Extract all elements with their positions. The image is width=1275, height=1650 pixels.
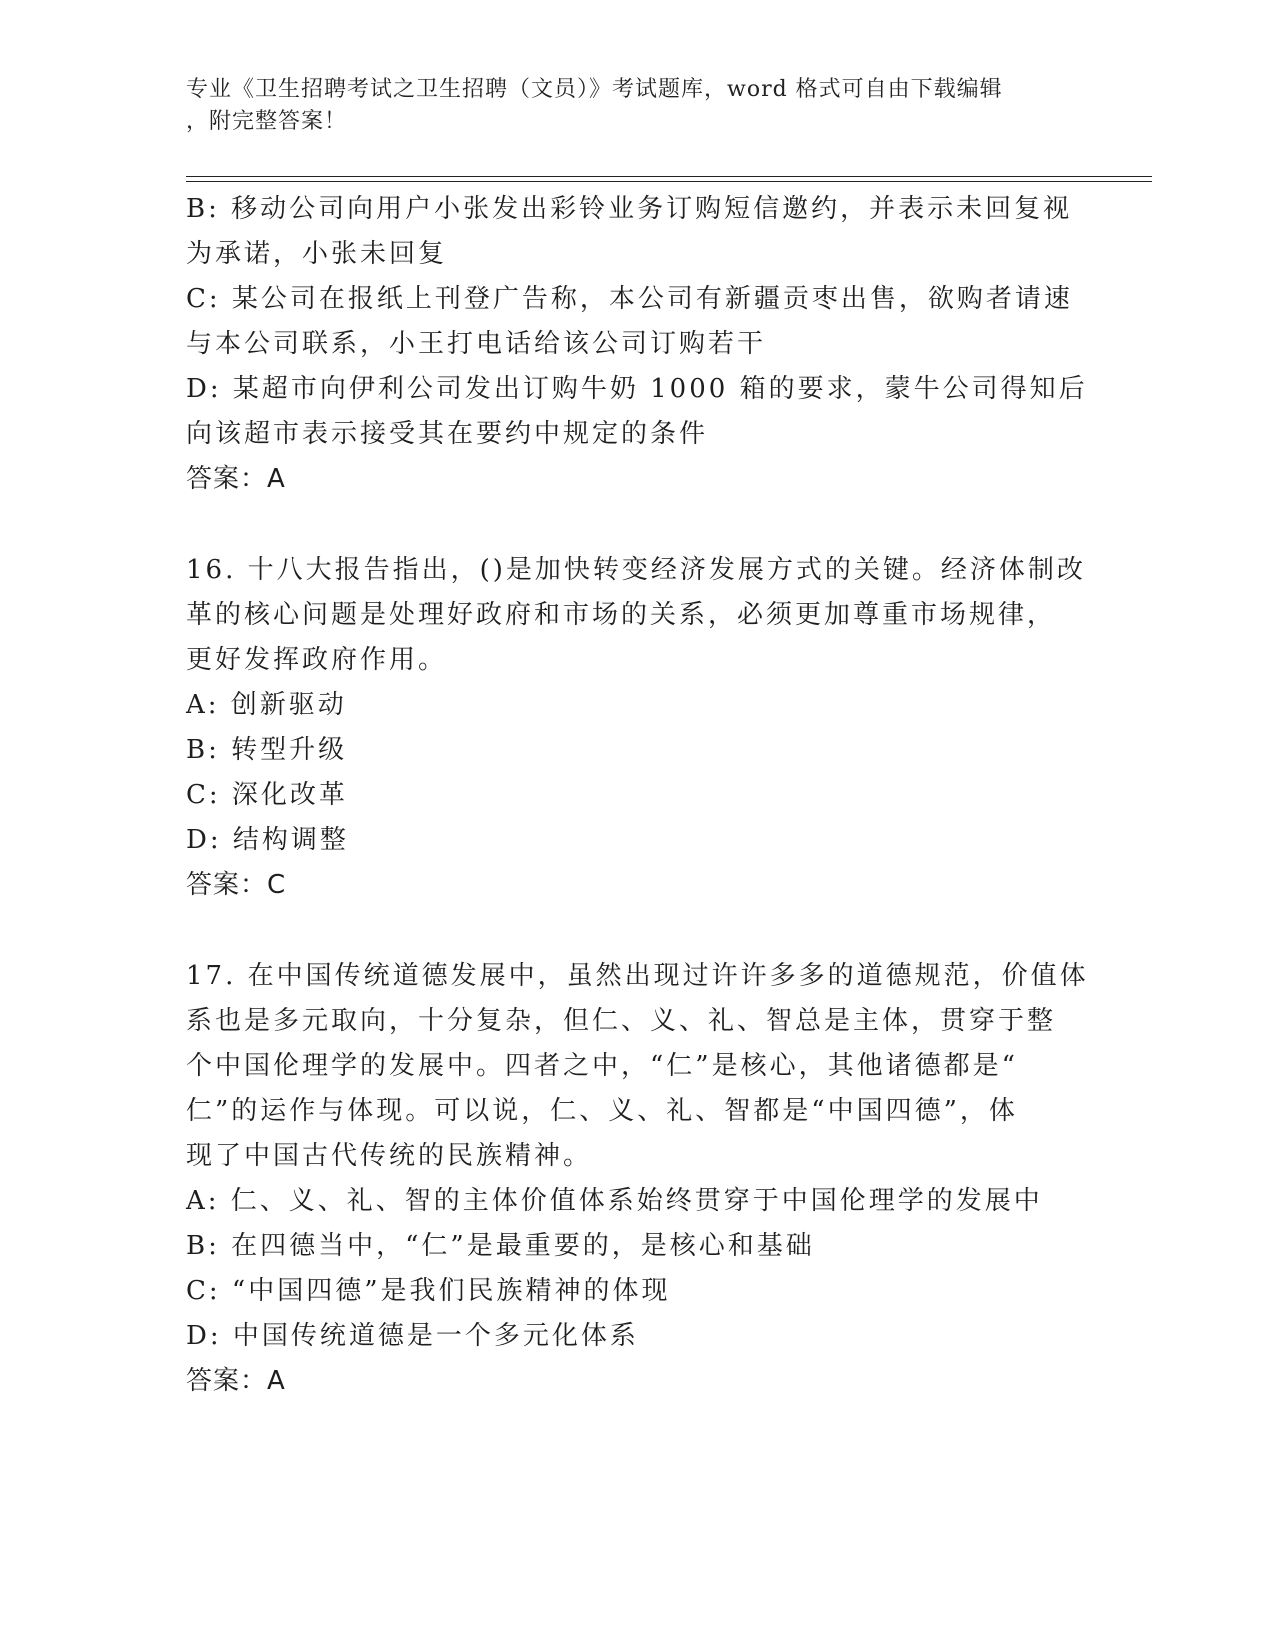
- text-line: 与本公司联系，小王打电话给该公司订购若干: [186, 329, 767, 359]
- spacer: [186, 502, 1086, 548]
- header-line-1: 专业《卫生招聘考试之卫生招聘（文员）》考试题库，word 格式可自由下载编辑: [186, 77, 1003, 102]
- q15-option-b: [186, 187, 1086, 277]
- q16-option-a: A: 创新驱动: [186, 690, 347, 720]
- text-line: 17. 在中国传统道德发展中，虽然出现过许许多多的道德规范，价值体: [186, 961, 1089, 991]
- text-line: 为承诺，小张未回复: [186, 239, 448, 269]
- document-body: [186, 187, 1089, 1404]
- q15-answer: 答案：A: [186, 464, 286, 494]
- q16-stem: [186, 548, 1086, 683]
- q16-answer: 答案：C: [186, 870, 287, 900]
- text-line: C: 某公司在报纸上刊登广告称，本公司有新疆贡枣出售，欲购者请速: [186, 284, 1073, 314]
- header-divider-top: [186, 176, 1152, 177]
- text-line: 仁”的运作与体现。可以说，仁、义、礼、智都是“中国四德”，体: [186, 1096, 1018, 1126]
- q16-option-b: B: 转型升级: [186, 735, 348, 765]
- text-line: 现了中国古代传统的民族精神。: [186, 1141, 593, 1171]
- q17-option-b: B: 在四德当中，“仁”是最重要的，是核心和基础: [186, 1231, 815, 1261]
- q17-answer: 答案：A: [186, 1366, 286, 1396]
- text-line: 16. 十八大报告指出，()是加快转变经济发展方式的关键。经济体制改: [186, 555, 1086, 585]
- q15-option-c: [186, 277, 1086, 367]
- header-line-2: ，附完整答案！: [186, 109, 348, 134]
- q17-option-c: C: “中国四德”是我们民族精神的体现: [186, 1276, 671, 1306]
- question-16-block: [186, 548, 1086, 908]
- page-header: [186, 74, 1066, 138]
- question-17-block: [186, 954, 1089, 1404]
- question-15-block: [186, 187, 1086, 502]
- text-line: 向该超市表示接受其在要约中规定的条件: [186, 419, 709, 449]
- q15-option-d: [186, 367, 1086, 457]
- q17-option-d: D: 中国传统道德是一个多元化体系: [186, 1321, 639, 1351]
- q17-stem: [186, 954, 1089, 1179]
- text-line: 更好发挥政府作用。: [186, 645, 448, 675]
- header-divider-bottom: [186, 181, 1152, 182]
- q16-option-d: D: 结构调整: [186, 825, 349, 855]
- q16-option-c: C: 深化改革: [186, 780, 348, 810]
- text-line: B: 移动公司向用户小张发出彩铃业务订购短信邀约，并表示未回复视: [186, 194, 1073, 224]
- text-line: 革的核心问题是处理好政府和市场的关系，必须更加尊重市场规律，: [186, 600, 1057, 630]
- q17-option-a: A: 仁、义、礼、智的主体价值体系始终贯穿于中国伦理学的发展中: [186, 1186, 1043, 1216]
- text-line: 系也是多元取向，十分复杂，但仁、义、礼、智总是主体，贯穿于整: [186, 1006, 1057, 1036]
- text-line: D: 某超市向伊利公司发出订购牛奶 1000 箱的要求，蒙牛公司得知后: [186, 374, 1088, 404]
- spacer: [186, 908, 1086, 954]
- text-line: 个中国伦理学的发展中。四者之中，“仁”是核心，其他诸德都是“: [186, 1051, 1018, 1081]
